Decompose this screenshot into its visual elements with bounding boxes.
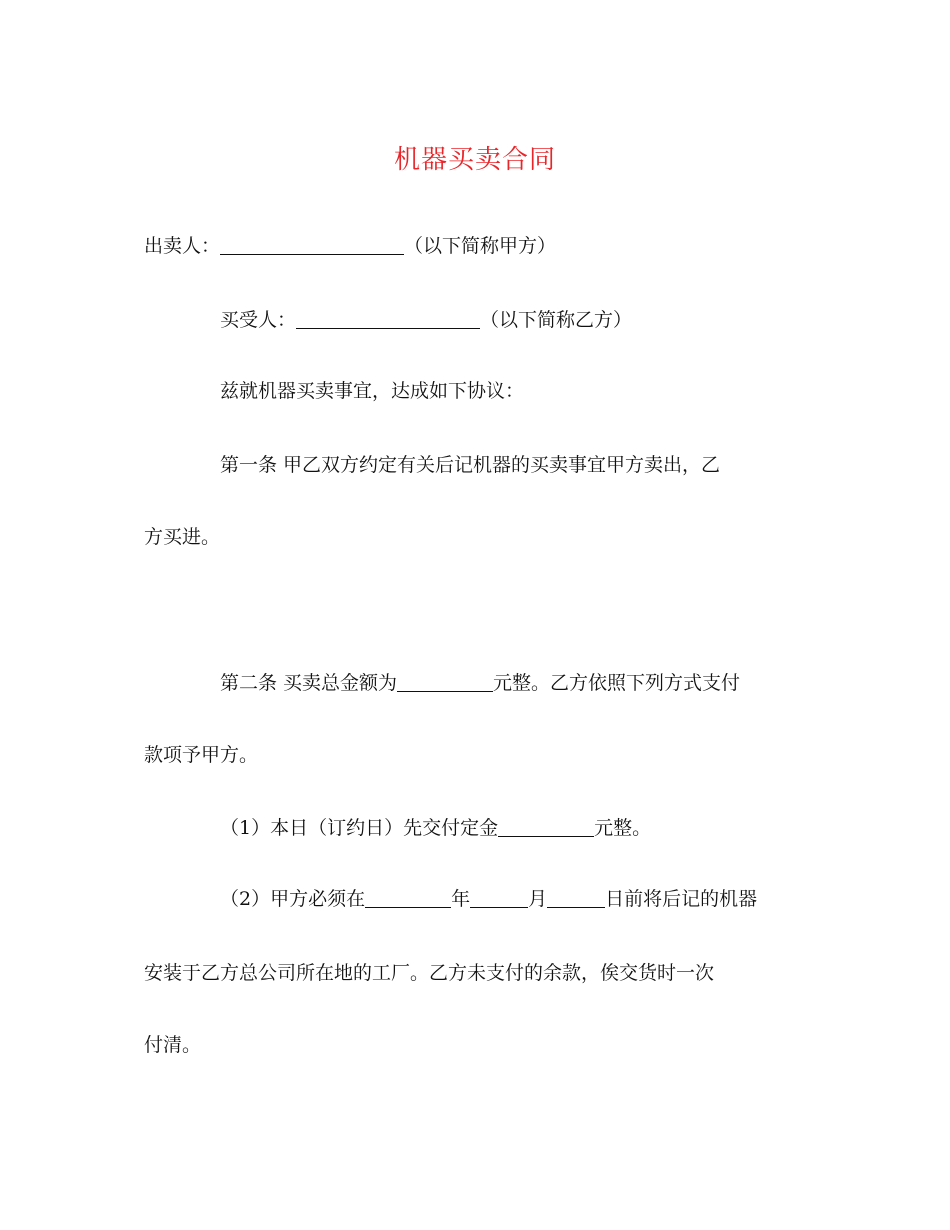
article-2-prefix: 第二条 买卖总金额为 [220, 672, 398, 694]
item-1-prefix: （1）本日（订约日）先交付定金 [220, 817, 499, 839]
seller-name-blank[interactable] [220, 234, 404, 255]
deposit-amount-blank[interactable] [498, 816, 594, 837]
buyer-line [220, 305, 890, 335]
item-2-month: 月 [528, 888, 548, 910]
article-2-line-1 [220, 668, 890, 698]
intro-line: 兹就机器买卖事宜，达成如下协议： [220, 380, 525, 402]
item-2-line-3: 付清。 [144, 1034, 202, 1056]
buyer-label: 买受人： [220, 309, 297, 331]
buyer-suffix: （以下简称乙方） [480, 309, 633, 331]
item-1-line [220, 813, 890, 843]
seller-line [144, 231, 814, 261]
total-amount-blank[interactable] [397, 671, 493, 692]
buyer-name-blank[interactable] [296, 308, 480, 329]
article-1-line-2: 方买进。 [144, 526, 221, 548]
seller-label: 出卖人： [144, 235, 221, 257]
article-2-line-2: 款项予甲方。 [144, 744, 259, 766]
item-2-day: 日前将后记的机器 [605, 888, 758, 910]
day-blank[interactable] [547, 887, 605, 908]
seller-suffix: （以下简称甲方） [404, 235, 557, 257]
article-1-line-1: 第一条 甲乙双方约定有关后记机器的买卖事宜甲方卖出，乙 [220, 454, 721, 476]
item-2-line-1 [220, 884, 890, 914]
year-blank[interactable] [365, 887, 451, 908]
item-1-suffix: 元整。 [594, 817, 652, 839]
item-2-year: 年 [451, 888, 471, 910]
document-title: 机器买卖合同 [393, 145, 556, 175]
month-blank[interactable] [470, 887, 528, 908]
item-2-line-2: 安装于乙方总公司所在地的工厂。乙方未支付的余款，俟交货时一次 [144, 962, 715, 984]
article-2-suffix: 元整。乙方依照下列方式支付 [493, 672, 741, 694]
item-2-prefix: （2）甲方必须在 [220, 888, 366, 910]
